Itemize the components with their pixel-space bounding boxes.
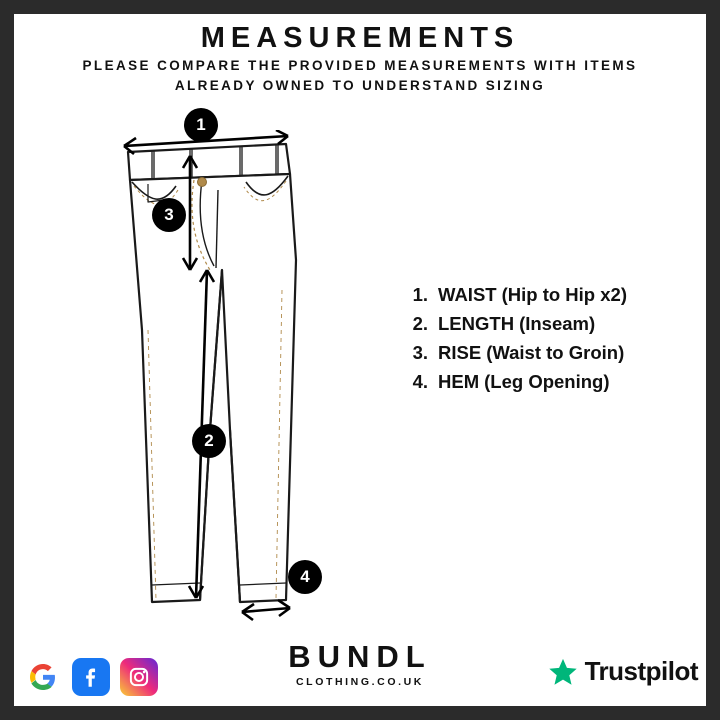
legend-item-rise [398, 342, 688, 364]
legend-item-hem [398, 371, 688, 393]
measurement-badge-1: 1 [184, 108, 218, 142]
jeans-diagram [90, 130, 390, 630]
measurement-legend [398, 284, 688, 400]
legend-number: 1. [412, 284, 428, 305]
trustpilot-label: Trustpilot [584, 656, 698, 686]
instagram-icon[interactable] [120, 658, 158, 696]
measurement-badge-3: 3 [152, 198, 186, 232]
social-links [24, 658, 158, 696]
brand-logo [255, 640, 465, 688]
legend-description: (Inseam) [519, 313, 596, 334]
legend-item-length [398, 313, 688, 335]
legend-key: RISE [438, 342, 482, 363]
legend-description: (Hip to Hip x2) [501, 284, 627, 305]
legend-description: (Waist to Groin) [486, 342, 625, 363]
legend-key: WAIST [438, 284, 497, 305]
google-icon[interactable] [24, 658, 62, 696]
trustpilot-badge[interactable] [548, 656, 698, 687]
legend-key: LENGTH [438, 313, 515, 334]
legend-number: 3. [412, 342, 428, 363]
legend-number: 2. [412, 313, 428, 334]
brand-name: BUNDL [288, 639, 432, 674]
legend-item-waist [398, 284, 688, 306]
page-subtitle: PLEASE COMPARE THE PROVIDED MEASUREMENTS WITH ITEMS ALREADY OWNED TO UNDERSTAND SIZING [82, 58, 638, 93]
trustpilot-star-icon [548, 657, 578, 687]
legend-number: 4. [412, 371, 428, 392]
brand-domain: CLOTHING.CO.UK [296, 676, 424, 688]
measurement-badge-2: 2 [192, 424, 226, 458]
legend-key: HEM [438, 371, 480, 392]
page-title: MEASUREMENTS [200, 22, 520, 54]
legend-description: (Leg Opening) [484, 371, 610, 392]
measurement-badge-4: 4 [288, 560, 322, 594]
facebook-icon[interactable] [72, 658, 110, 696]
